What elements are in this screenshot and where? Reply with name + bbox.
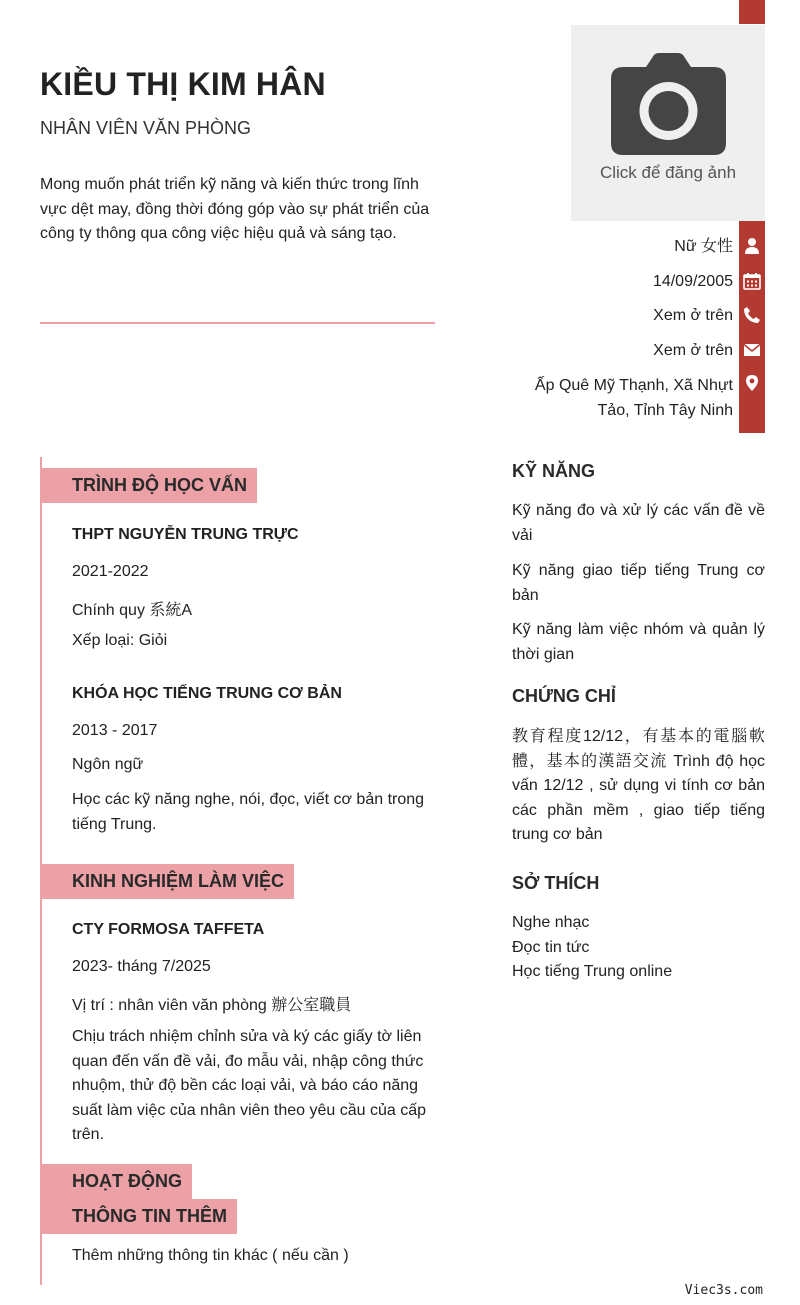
education-course-name: KHÓA HỌC TIẾNG TRUNG CƠ BẢN [72, 685, 342, 702]
experience-section-title: KINH NGHIỆM LÀM VIỆC [41, 864, 294, 899]
candidate-name: KIỀU THỊ KIM HÂN [40, 66, 326, 102]
experience-company: CTY FORMOSA TAFFETA [72, 921, 265, 938]
skills-section-title: KỸ NĂNG [512, 461, 596, 481]
education-section-title: TRÌNH ĐỘ HỌC VẤN [41, 468, 257, 503]
experience-position: Vị trí : nhân viên văn phòng 辦公室職員 [72, 997, 352, 1014]
education-program: Chính quy 系統A [72, 602, 193, 619]
education-course-period: 2013 - 2017 [72, 722, 158, 739]
photo-caption: Click để đăng ảnh [599, 163, 737, 182]
additional-info-section-title: THÔNG TIN THÊM [41, 1199, 237, 1234]
hobby-item: Học tiếng Trung online [512, 963, 673, 980]
career-objective: Mong muốn phát triển kỹ năng và kiến thức trong lĩnh vực dệt may, đồng thời đóng góp vào sự phát triển của công ty thông qua công việc hiệu quả và sáng tạo. [40, 176, 430, 242]
experience-description: Chịu trách nhiệm chỉnh sửa và ký các giấy tờ liên quan đến vấn đề vải, đo mẫu vải, nhập công thức nhuộm, thử độ bền các loại vải, và báo cáo năng suất làm việc của nhân viên theo yêu cầu của cấp trên. [72, 1028, 426, 1143]
activities-section-title: HOẠT ĐỘNG [41, 1164, 192, 1199]
certificates-section-title: CHỨNG CHỈ [512, 686, 616, 706]
certificates-text: 教育程度12/12，有基本的電腦軟體，基本的漢語交流 Trình độ học vấn 12/12 , sử dụng vi tính cơ bản các phần mềm , giao tiếp tiếng trung cơ bản [512, 728, 765, 843]
experience-period: 2023- tháng 7/2025 [72, 958, 211, 975]
mail-icon [743, 341, 761, 359]
calendar-icon [743, 272, 761, 290]
footer-brand: Viec3s.com [684, 1283, 763, 1298]
person-icon [743, 237, 761, 255]
contact-email: Xem ở trên [653, 342, 733, 359]
additional-info-text: Thêm những thông tin khác ( nếu cần ) [72, 1247, 349, 1264]
education-course-field: Ngôn ngữ [72, 756, 144, 773]
contact-phone: Xem ở trên [653, 307, 733, 324]
camera-icon [610, 53, 727, 155]
photo-upload[interactable] [571, 25, 765, 221]
skill-item: Kỹ năng giao tiếp tiếng Trung cơ bản [512, 562, 765, 604]
job-title: NHÂN VIÊN VĂN PHÒNG [40, 118, 252, 138]
hobby-item: Đọc tin tức [512, 939, 590, 956]
contact-gender: Nữ 女性 [674, 238, 733, 255]
education-course-description: Học các kỹ năng nghe, nói, đọc, viết cơ bản trong tiếng Trung. [72, 791, 425, 833]
location-pin-icon [743, 374, 761, 392]
education-period: 2021-2022 [72, 563, 149, 580]
contact-birthday: 14/09/2005 [652, 273, 733, 290]
phone-icon [743, 306, 761, 324]
education-grade: Xếp loại: Giỏi [72, 632, 168, 649]
hobbies-section-title: SỞ THÍCH [512, 873, 600, 893]
education-school-name: THPT NGUYỄN TRUNG TRỰC [72, 526, 299, 543]
contact-address: Ấp Quê Mỹ Thạnh, Xã Nhựt Tảo, Tỉnh Tây Ninh [534, 377, 733, 419]
skill-item: Kỹ năng đo và xử lý các vấn đề về vải [512, 502, 765, 544]
header-divider [40, 322, 435, 324]
hobby-item: Nghe nhạc [512, 914, 590, 931]
skill-item: Kỹ năng làm việc nhóm và quản lý thời gian [512, 621, 765, 663]
accent-bar-top [739, 0, 765, 24]
